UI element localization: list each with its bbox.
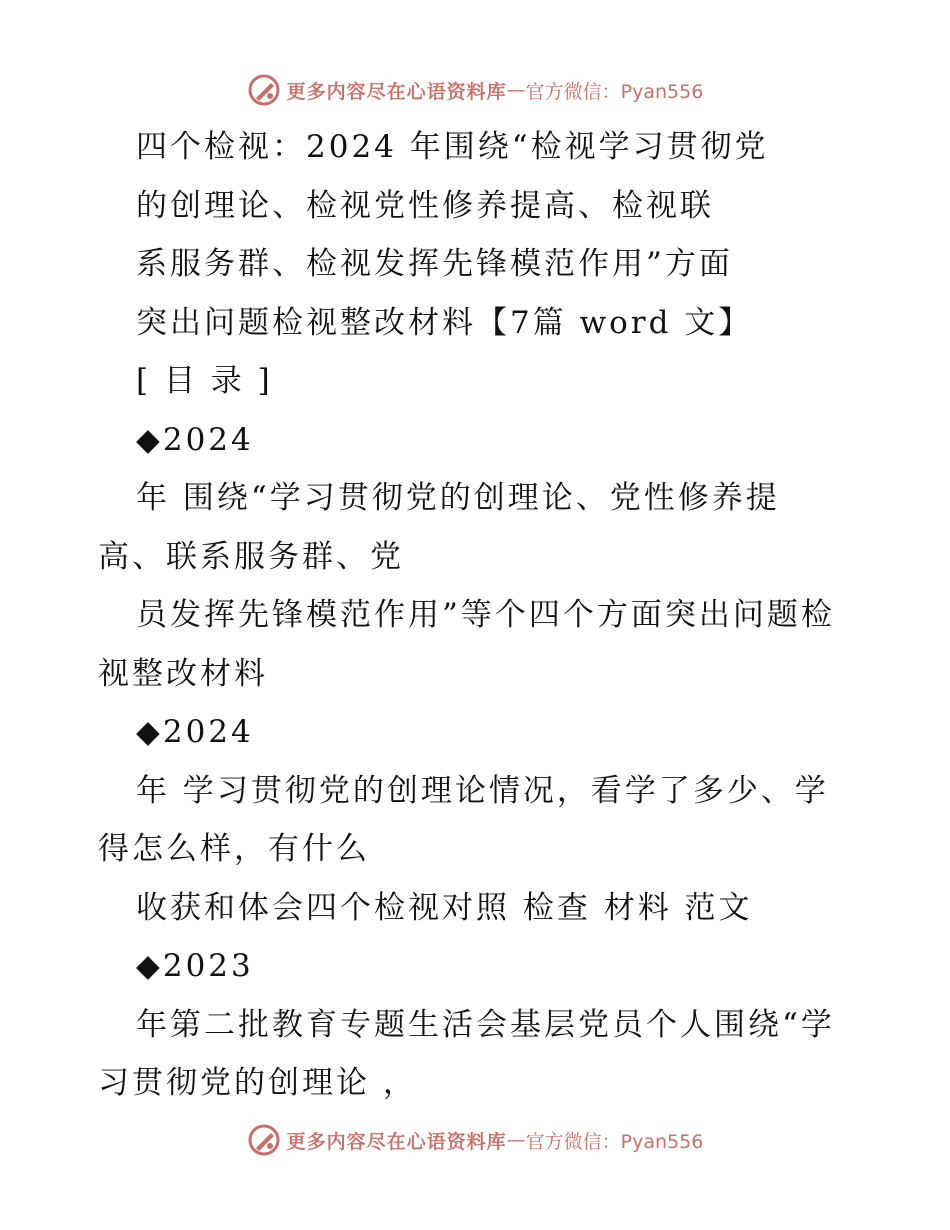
text-line: 习贯彻党的创理论 ， (98, 1065, 417, 1101)
text-line: 四个检视：2024 年围绕“检视学习贯彻党 (136, 129, 769, 165)
banner-title: 更多内容尽在心语资料库 (286, 1130, 507, 1153)
banner-contact: 官方微信：Pyan556 (525, 1130, 704, 1153)
pen-logo-icon (247, 73, 281, 107)
text-line: 高、联系服务群、党 (98, 538, 404, 575)
text-line: 系服务群、检视发挥先锋模范作用”方面 (136, 246, 733, 282)
text-line: 年 学习贯彻党的创理论情况，看学了多少、学 (136, 772, 829, 809)
footer-watermark-banner (0, 1120, 950, 1160)
banner-title: 更多内容尽在心语资料库 (286, 80, 507, 103)
text-line: 收获和体会四个检视对照 检查 材料 范文 (136, 889, 753, 926)
pen-logo-icon (247, 1123, 281, 1157)
text-line: 得怎么样，有什么 (98, 831, 370, 867)
toc-bullet: ◆2024 (136, 714, 254, 750)
text-line: 视整改材料 (98, 655, 268, 692)
header-watermark-banner (0, 70, 950, 110)
toc-bullet: ◆2023 (136, 948, 254, 984)
text-line: 员发挥先锋模范作用”等个四个方面突出问题检 (136, 597, 835, 633)
toc-heading: [ 目 录 ] (136, 363, 273, 399)
toc-bullet: ◆2024 (136, 421, 254, 458)
text-line: 的创理论、检视党性修养提高、检视联 (136, 187, 714, 224)
text-line: 年第二批教育专题生活会基层党员个人围绕“学 (136, 1006, 835, 1043)
banner-contact: 官方微信：Pyan556 (525, 80, 704, 103)
document-body (98, 118, 868, 1113)
text-line: 突出问题检视整改材料【7篇 word 文】 (136, 304, 753, 341)
banner-separator: — (506, 79, 526, 101)
text-line: 年 围绕“学习贯彻党的创理论、党性修养提 (136, 480, 780, 516)
banner-separator: — (506, 1129, 526, 1151)
